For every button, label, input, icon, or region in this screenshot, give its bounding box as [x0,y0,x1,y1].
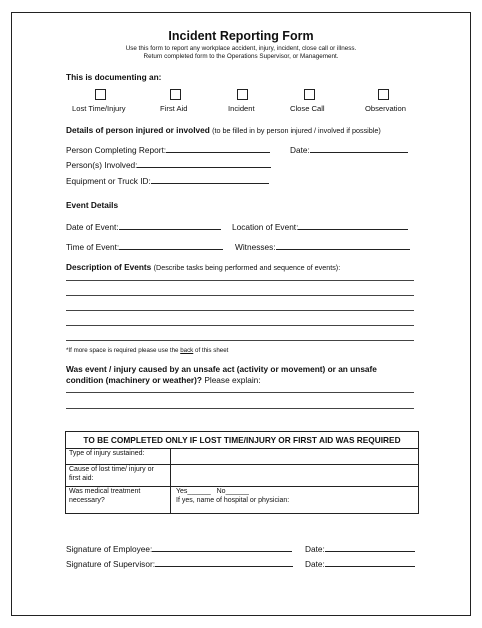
option-label-first-aid: First Aid [160,104,188,113]
persons-involved-label: Person(s) Involved: [66,160,138,170]
event-location-field[interactable] [298,221,408,230]
medical-treatment-label-line1: Was medical treatment [69,488,141,495]
form-subtitle-line1: Use this form to report any workplace accident, injury, incident, close call or illness. [125,45,357,52]
option-label-observation: Observation [365,104,406,113]
employee-date-label: Date: [305,544,325,554]
medical-treatment-label [65,486,171,514]
event-date-label: Date of Event: [66,222,119,232]
employee-signature-label: Signature of Employee: [66,544,153,554]
description-heading-text: Description of Events [66,262,152,272]
person-completing-field[interactable] [166,144,270,153]
person-completing-label: Person Completing Report: [66,145,167,155]
description-line[interactable] [66,340,414,341]
more-space-note-text: *If more space is required please use the [66,347,181,354]
injury-cause-label-line2: first aid: [69,474,94,482]
employee-signature-row [66,543,292,554]
supervisor-signature-label: Signature of Supervisor: [66,559,156,569]
persons-involved-field[interactable] [137,159,271,168]
unsafe-explain-line[interactable] [66,392,414,393]
witnesses-field[interactable] [276,241,410,250]
checkbox-observation[interactable] [378,89,389,100]
person-details-heading-text: Details of person injured or involved [66,125,210,135]
witnesses-row [235,241,410,252]
description-heading [66,262,340,272]
unsafe-explain-label: Please explain: [204,375,261,385]
event-time-field[interactable] [119,241,223,250]
equipment-field[interactable] [151,175,269,184]
option-label-lost-time-injury: Lost Time/Injury [72,104,126,113]
persons-involved-row [66,159,271,170]
checkbox-incident[interactable] [237,89,248,100]
supervisor-date-row [305,558,415,569]
form-subtitle-line2: Return completed form to the Operations Supervisor, or Management. [143,53,339,60]
option-label-incident: Incident [228,104,255,113]
injury-cause-label-line1: Cause of lost time/ injury or [69,466,154,473]
injury-cause-field[interactable] [170,464,419,487]
supervisor-signature-field[interactable] [155,558,293,567]
person-details-note: (to be filled in by person injured / involved if possible) [212,126,381,135]
person-details-heading [66,125,381,135]
employee-date-field[interactable] [325,543,415,552]
event-location-row [232,221,408,232]
employee-signature-field[interactable] [152,543,292,552]
report-date-row [290,144,408,155]
description-note: (Describe tasks being performed and sequence of events): [153,263,341,272]
unsafe-question-line2-row [66,375,261,385]
medical-treatment-label-line2: necessary? [69,496,105,504]
equipment-row [66,175,269,186]
medical-no-field[interactable]: No______ [216,488,249,495]
injury-type-label-text: Type of injury sustained: [69,450,145,457]
supervisor-signature-row [66,558,293,569]
report-date-field[interactable] [310,144,408,153]
hospital-name-label: If yes, name of hospital or physician: [176,496,290,504]
checkbox-first-aid[interactable] [170,89,181,100]
event-time-label: Time of Event: [66,242,120,252]
description-line[interactable] [66,310,414,311]
injury-type-label [65,448,171,465]
report-date-label: Date: [290,145,310,155]
option-label-close-call: Close Call [290,104,325,113]
injury-table-header: TO BE COMPLETED ONLY IF LOST TIME/INJURY OR FIRST AID WAS REQUIRED [65,431,419,449]
event-details-heading: Event Details [66,200,119,210]
more-space-note-text-end: of this sheet [193,347,229,354]
medical-yes-field[interactable]: Yes______ [176,488,211,495]
unsafe-question-line2: condition (machinery or weather)? [66,375,202,385]
checkbox-close-call[interactable] [304,89,315,100]
person-completing-row [66,144,270,155]
description-line[interactable] [66,295,414,296]
equipment-label: Equipment or Truck ID: [66,176,151,186]
description-line[interactable] [66,280,414,281]
more-space-note-back: back [180,347,194,354]
injury-cause-label [65,464,171,487]
supervisor-date-field[interactable] [325,558,415,567]
description-line[interactable] [66,325,414,326]
event-time-row [66,241,223,252]
event-location-label: Location of Event: [232,222,299,232]
checkbox-lost-time-injury[interactable] [95,89,106,100]
event-date-field[interactable] [119,221,221,230]
form-page [11,12,471,616]
medical-yes-no-row [174,488,415,497]
unsafe-question-line1: Was event / injury caused by an unsafe act (activity or movement) or an unsafe [66,364,377,374]
employee-date-row [305,543,415,554]
supervisor-date-label: Date: [305,559,325,569]
documenting-heading: This is documenting an: [66,72,162,82]
unsafe-explain-line[interactable] [66,408,414,409]
injury-type-field[interactable] [170,448,419,465]
event-date-row [66,221,221,232]
form-title: Incident Reporting Form [168,29,314,43]
medical-treatment-field[interactable] [170,486,419,514]
more-space-note [66,347,228,354]
witnesses-label: Witnesses: [235,242,276,252]
